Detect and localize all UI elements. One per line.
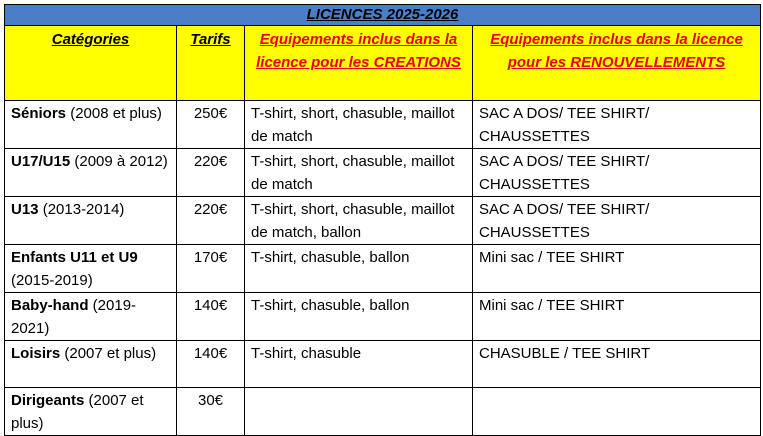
category-cell <box>5 341 177 388</box>
creation-cell: T-shirt, chasuble <box>245 341 473 388</box>
renouvellement-cell: CHASUBLE / TEE SHIRT <box>473 341 761 388</box>
tarif-cell: 30€ <box>177 388 245 436</box>
creation-cell: T-shirt, short, chasuble, maillot de match <box>245 101 473 149</box>
category-detail: (2019-2021) <box>11 297 137 337</box>
table-row <box>5 388 761 436</box>
table-row <box>5 197 761 245</box>
header-tarifs: Tarifs <box>177 26 245 101</box>
tarif-cell: 170€ <box>177 245 245 293</box>
tarif-cell: 220€ <box>177 197 245 245</box>
category-cell <box>5 197 177 245</box>
table-row <box>5 149 761 197</box>
category-cell <box>5 245 177 293</box>
category-name: U13 <box>11 201 39 218</box>
title-row <box>5 5 761 26</box>
category-detail: (2013-2014) <box>38 201 125 218</box>
category-name: U17/U15 <box>11 153 71 170</box>
creation-cell: T-shirt, short, chasuble, maillot de match <box>245 149 473 197</box>
header-categories: Catégories <box>5 26 177 101</box>
creation-cell: T-shirt, short, chasuble, maillot de match, ballon <box>245 197 473 245</box>
category-detail: (2008 et plus) <box>66 105 162 122</box>
renouvellement-cell: SAC A DOS/ TEE SHIRT/ CHAUSSETTES <box>473 101 761 149</box>
renouvellement-cell: SAC A DOS/ TEE SHIRT/ CHAUSSETTES <box>473 149 761 197</box>
category-name: Séniors <box>11 105 67 122</box>
category-cell <box>5 388 177 436</box>
table-row <box>5 293 761 341</box>
category-name: Dirigeants <box>11 392 85 409</box>
header-creations: Equipements inclus dans la licence pour les CREATIONS <box>245 26 473 101</box>
category-name: Enfants U11 et U9 <box>11 249 138 266</box>
creation-cell <box>245 388 473 436</box>
category-detail: (2015-2019) <box>11 272 93 289</box>
renouvellement-cell: Mini sac / TEE SHIRT <box>473 293 761 341</box>
renouvellement-cell: SAC A DOS/ TEE SHIRT/ CHAUSSETTES <box>473 197 761 245</box>
category-detail: (2007 et plus) <box>60 345 157 362</box>
category-name: Loisirs <box>11 345 61 362</box>
tarif-cell: 250€ <box>177 101 245 149</box>
table-title: LICENCES 2025-2026 <box>5 5 761 26</box>
category-cell <box>5 149 177 197</box>
category-detail: (2009 à 2012) <box>70 153 168 170</box>
creation-cell: T-shirt, chasuble, ballon <box>245 293 473 341</box>
table-row <box>5 341 761 388</box>
category-name: Baby-hand <box>11 297 89 314</box>
category-detail: (2007 et plus) <box>11 392 144 432</box>
table-row <box>5 245 761 293</box>
tarif-cell: 140€ <box>177 341 245 388</box>
renouvellement-cell <box>473 388 761 436</box>
header-row <box>5 26 761 101</box>
category-cell <box>5 293 177 341</box>
licences-table <box>4 4 761 436</box>
creation-cell: T-shirt, chasuble, ballon <box>245 245 473 293</box>
renouvellement-cell: Mini sac / TEE SHIRT <box>473 245 761 293</box>
tarif-cell: 220€ <box>177 149 245 197</box>
header-renouvellements: Equipements inclus dans la licence pour les RENOUVELLEMENTS <box>473 26 761 101</box>
tarif-cell: 140€ <box>177 293 245 341</box>
table-row <box>5 101 761 149</box>
category-cell <box>5 101 177 149</box>
